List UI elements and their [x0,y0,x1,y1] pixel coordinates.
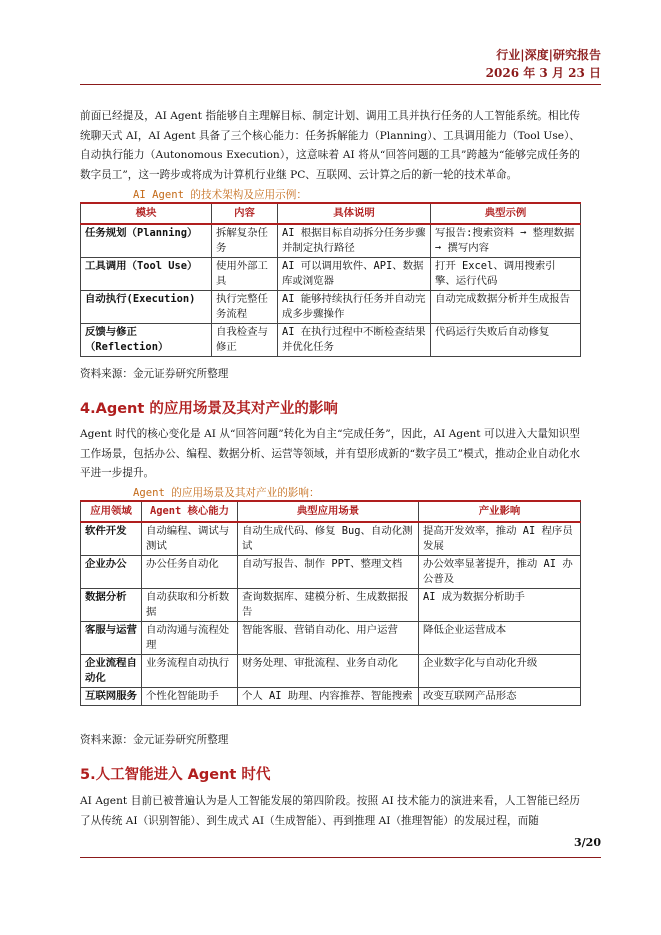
table-cell: 任务规划（Planning） [81,224,212,258]
table-header-cell: 具体说明 [278,203,431,224]
table-row [81,291,581,324]
table-cell: AI 根据目标自动拆分任务步骤并制定执行路径 [278,224,431,258]
section4-heading: 4.Agent 的应用场景及其对产业的影响 [80,401,338,417]
table-cell: 数据分析 [81,589,142,622]
table-cell: 使用外部工具 [212,258,278,291]
table-cell: 工具调用（Tool Use） [81,258,212,291]
table-cell: AI 可以调用软件、API、数据库或浏览器 [278,258,431,291]
table-header-cell: 典型示例 [431,203,581,224]
table2-source: 资料来源：金元证券研究所整理 [80,734,229,746]
table-cell: 企业数字化与自动化升级 [419,655,581,688]
table-row [81,258,581,291]
table1-source: 资料来源：金元证券研究所整理 [80,368,229,380]
table-cell: 客服与运营 [81,622,142,655]
table-header-cell: Agent 核心能力 [142,501,238,522]
table-cell: AI 成为数据分析助手 [419,589,581,622]
table-row [81,622,581,655]
table-cell: 自动获取和分析数据 [142,589,238,622]
header-divider [80,84,601,85]
table-cell: 企业办公 [81,556,142,589]
table2-caption: Agent 的应用场景及其对产业的影响： [133,487,320,499]
table-cell: 打开 Excel、调用搜索引擎、运行代码 [431,258,581,291]
table-cell: AI 能够持续执行任务并自动完成多步骤操作 [278,291,431,324]
table-cell: AI 在执行过程中不断检查结果并优化任务 [278,324,431,357]
table-cell: 智能客服、营销自动化、用户运营 [238,622,419,655]
agent-application-table [80,500,581,706]
table-row [81,224,581,258]
table-cell: 改变互联网产品形态 [419,688,581,706]
table-cell: 自我检查与修正 [212,324,278,357]
table-cell: 自动生成代码、修复 Bug、自动化测试 [238,522,419,556]
table-cell: 代码运行失败后自动修复 [431,324,581,357]
table-row [81,688,581,706]
page-number: 3/20 [574,836,601,849]
agent-architecture-table [80,202,581,357]
table-cell: 自动写报告、制作 PPT、整理文档 [238,556,419,589]
table-cell: 互联网服务 [81,688,142,706]
table-cell: 写报告:搜索资料 ➞ 整理数据 ➞ 撰写内容 [431,224,581,258]
table-header-row [81,501,581,522]
table-cell: 办公任务自动化 [142,556,238,589]
table-row [81,324,581,357]
table-cell: 自动完成数据分析并生成报告 [431,291,581,324]
table-cell: 企业流程自动化 [81,655,142,688]
table-header-cell: 典型应用场景 [238,501,419,522]
header-date: 2026 年 3 月 23 日 [485,66,601,80]
section5-paragraph: AI Agent 目前已被普遍认为是人工智能发展的第四阶段。按照 AI 技术能力的演进来看，人工智能已经历了从传统 AI（识别智能）、到生成式 AI（生成智能）、再到推理 AI（推理智能）的发展过程，而随 [80,795,580,827]
table-cell: 拆解复杂任务 [212,224,278,258]
table-cell: 自动沟通与流程处理 [142,622,238,655]
intro-paragraph: 前面已经提及，AI Agent 指能够自主理解目标、制定计划、调用工具并执行任务的人工智能系统。相比传统聊天式 AI，AI Agent 具备了三个核心能力：任务拆解能力（Planning）、工具调用能力（Tool Use）、自动执行能力（Autonomous Execution），这意味着 AI 将从“回答问题的工具”跨越为“能够完成任务的数字员工”，这一跨步或将成为计算机行业继 PC、互联网、云计算之后的新一轮的技术革命。 [80,110,580,181]
table1-caption: AI Agent 的技术架构及应用示例： [133,189,307,201]
table-cell: 自动编程、调试与测试 [142,522,238,556]
table-header-cell: 产业影响 [419,501,581,522]
table-cell: 提高开发效率，推动 AI 程序员发展 [419,522,581,556]
table-cell: 个性化智能助手 [142,688,238,706]
header-tags: 行业|深度|研究报告 [496,48,601,62]
table-cell: 自动执行(Execution) [81,291,212,324]
table-cell: 财务处理、审批流程、业务自动化 [238,655,419,688]
table-cell: 降低企业运营成本 [419,622,581,655]
table-row [81,556,581,589]
table-header-cell: 内容 [212,203,278,224]
section4-paragraph: Agent 时代的核心变化是 AI 从“回答问题”转化为自主“完成任务”，因此，AI Agent 可以进入大量知识型工作场景，包括办公、编程、数据分析、运营等领域，并有望形成新的“数字员工”模式，推动企业自动化水平进一步提升。 [80,428,580,479]
table-header-cell: 模块 [81,203,212,224]
section5-heading: 5.人工智能进入 Agent 时代 [80,767,271,783]
table-cell: 个人 AI 助理、内容推荐、智能搜索 [238,688,419,706]
table-row [81,655,581,688]
table-row [81,589,581,622]
footer-divider [80,857,601,858]
table-cell: 业务流程自动执行 [142,655,238,688]
table-row [81,522,581,556]
table-cell: 反馈与修正（Reflection） [81,324,212,357]
table-header-row [81,203,581,224]
table-cell: 查询数据库、建模分析、生成数据报告 [238,589,419,622]
table-cell: 执行完整任务流程 [212,291,278,324]
table-cell: 办公效率显著提升，推动 AI 办公普及 [419,556,581,589]
table-cell: 软件开发 [81,522,142,556]
table-header-cell: 应用领域 [81,501,142,522]
